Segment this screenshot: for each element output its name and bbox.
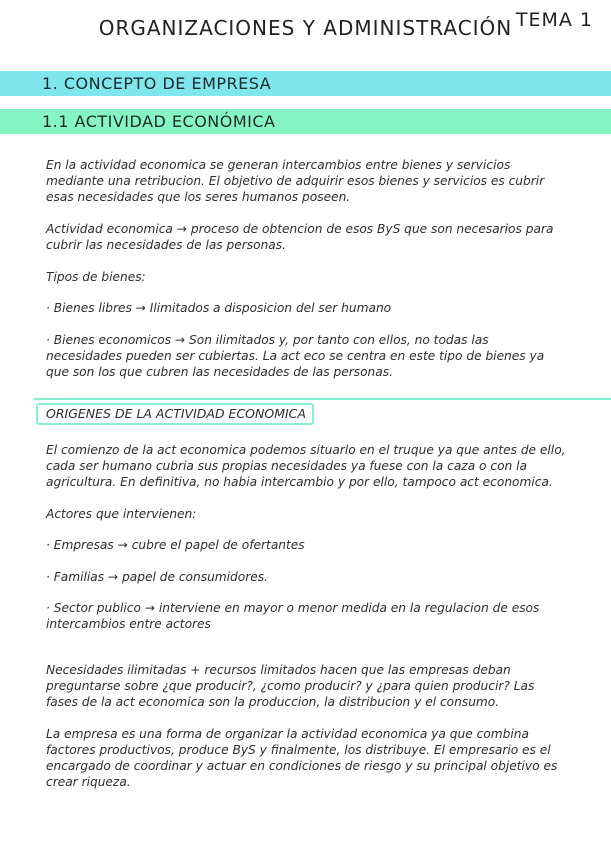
- list-item-sector-publico: · Sector publico → interviene en mayor o menor medida en la regulacion de esos intercambios entre actores: [46, 601, 540, 631]
- page-title: ORGANIZACIONES Y ADMINISTRACIÓN: [98, 16, 513, 40]
- paragraph-actores: Actores que intervienen:: [46, 507, 197, 521]
- section-heading-actividad: 1.1 ACTIVIDAD ECONÓMICA: [0, 109, 611, 134]
- list-item-bienes-libres: · Bienes libres → Ilimitados a disposicion del ser humano: [46, 301, 392, 315]
- list-item-familias: · Familias → papel de consumidores.: [46, 570, 268, 584]
- paragraph-definition: Actividad economica → proceso de obtencion de esos ByS que son necesarios para cubrir las necesidades de las personas.: [46, 222, 554, 252]
- list-item-bienes-economicos: · Bienes economicos → Son ilimitados y, por tanto con ellos, no todas las necesidades pueden ser cubiertas. La act eco se centra en este tipo de bienes ya que son los que cubren las necesidades de las personas.: [46, 333, 545, 379]
- topic-label: TEMA 1: [515, 9, 593, 31]
- paragraph-empresa: La empresa es una forma de organizar la actividad economica ya que combina factores productivos, produce ByS y finalmente, los distribuye. El empresario es el encargado de coordinar y actuar en condiciones de riesgo y su principal objetivo es crear riqueza.: [46, 727, 558, 789]
- paragraph-origenes: El comienzo de la act economica podemos situarlo en el truque ya que antes de ello, cada ser humano cubria sus propias necesidades ya fuese con la caza o con la agricultura. En definitiva, no habia intercambio y por ello, tampoco act economica.: [46, 443, 566, 489]
- paragraph-necesidades: Necesidades ilimitadas + recursos limitados hacen que las empresas deban preguntarse sobre ¿que producir?, ¿como producir? y ¿para quien producir? Las fases de la act economica son la produccion, la distribucion y el consumo.: [46, 663, 535, 709]
- paragraph-tipos: Tipos de bienes:: [46, 270, 146, 284]
- subheading-origenes: ORIGENES DE LA ACTIVIDAD ECONOMICA: [36, 403, 314, 425]
- list-item-empresas: · Empresas → cubre el papel de ofertantes: [46, 538, 305, 552]
- section-divider: [34, 398, 611, 400]
- section-heading-concepto: 1. CONCEPTO DE EMPRESA: [0, 71, 611, 96]
- paragraph-intro: En la actividad economica se generan intercambios entre bienes y servicios mediante una retribucion. El objetivo de adquirir esos bienes y servicios es cubrir esas necesidades que los seres humanos poseen.: [46, 158, 545, 204]
